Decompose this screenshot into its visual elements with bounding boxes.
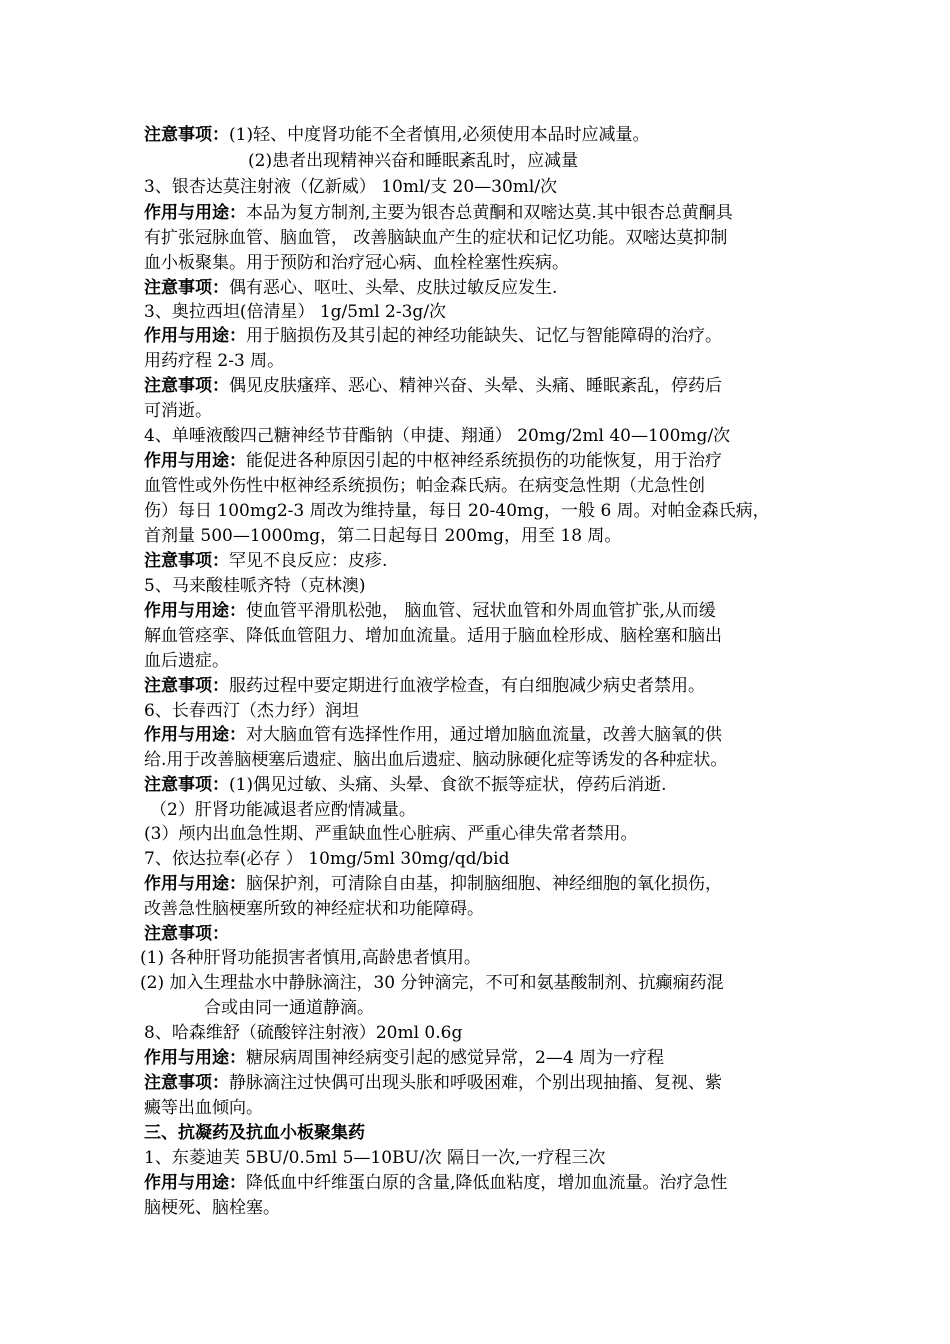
text-line	[144, 773, 666, 797]
drug-heading	[144, 1021, 462, 1045]
text-line	[144, 324, 722, 348]
line-text: 血管性或外伤性中枢神经系统损伤；帕金森氏病。在病变急性期（尤急性创	[144, 476, 705, 496]
text-line	[144, 399, 212, 423]
drug-heading	[144, 699, 359, 723]
text-line	[144, 276, 557, 300]
line-label: 作用与用途：	[144, 1173, 246, 1193]
line-text: 改善急性脑梗塞所致的神经症状和功能障碍。	[144, 899, 484, 919]
text-line	[144, 349, 284, 373]
drug-heading	[144, 300, 446, 324]
line-label: 注意事项：	[144, 924, 229, 944]
line-text: 可消逝。	[144, 401, 212, 421]
line-label: 注意事项：	[144, 775, 229, 795]
text-line	[144, 499, 770, 523]
text-line	[144, 624, 722, 648]
line-text: (3）颅内出血急性期、严重缺血性心脏病、严重心律失常者禁用。	[144, 824, 638, 844]
line-text: 7、依达拉奉(必存 ） 10mg/5ml 30mg/qd/bid	[144, 849, 510, 869]
line-text: 血小板聚集。用于预防和治疗冠心病、血栓栓塞性疾病。	[144, 253, 569, 273]
line-label: 作用与用途：	[144, 874, 246, 894]
text-line	[144, 524, 621, 548]
text-line	[144, 872, 722, 896]
line-text: 血后遗症。	[144, 651, 229, 671]
line-text: 8、哈森维舒（硫酸锌注射液）20ml 0.6g	[144, 1023, 463, 1043]
line-text: 解血管痉挛、降低血管阻力、增加血流量。适用于脑血栓形成、脑栓塞和脑出	[144, 626, 722, 646]
text-line	[144, 201, 733, 225]
text-line	[144, 674, 705, 698]
line-label: 注意事项：	[144, 278, 229, 298]
line-text: 1、东菱迪芙 5BU/0.5ml 5—10BU/次 隔日一次,一疗程三次	[144, 1148, 606, 1168]
line-text: 脑梗死、脑栓塞。	[144, 1198, 280, 1218]
text-line	[144, 549, 387, 573]
line-text: 用药疗程 2-3 周。	[144, 351, 285, 371]
line-text: 给.用于改善脑梗塞后遗症、脑出血后遗症、脑动脉硬化症等诱发的各种症状。	[144, 750, 728, 770]
line-text: 3、奥拉西坦(倍清星） 1g/5ml 2-3g/次	[144, 302, 447, 322]
line-label: 注意事项：	[144, 1073, 229, 1093]
line-text: 偶有恶心、呕吐、头晕、皮肤过敏反应发生.	[229, 278, 558, 298]
line-label: 作用与用途：	[144, 601, 246, 621]
text-line	[144, 599, 716, 623]
line-text: 癜等出血倾向。	[144, 1098, 263, 1118]
text-line	[144, 474, 705, 498]
text-line	[144, 748, 727, 772]
text-line	[150, 798, 416, 822]
line-text: (1)偶见过敏、头痛、头晕、食欲不振等症状，停药后消逝.	[229, 775, 667, 795]
text-line	[144, 723, 722, 747]
drug-heading	[144, 175, 557, 199]
line-text: 6、长春西汀（杰力纾）润坦	[144, 701, 359, 721]
line-text: 合或由同一通道静滴。	[204, 998, 374, 1018]
text-line	[140, 971, 724, 995]
text-line	[144, 123, 649, 147]
line-text: 糖尿病周围神经病变引起的感觉异常，2—4 周为一疗程	[246, 1048, 665, 1068]
text-line	[140, 946, 481, 970]
line-text: (2) 加入生理盐水中静脉滴注，30 分钟滴完，不可和氨基酸制剂、抗癫痫药混	[140, 973, 724, 993]
drug-heading	[144, 424, 730, 448]
line-text: 罕见不良反应：皮疹.	[229, 551, 388, 571]
line-label: 作用与用途：	[144, 326, 246, 346]
line-text: 本品为复方制剂,主要为银杏总黄酮和双嘧达莫.其中银杏总黄酮具	[246, 203, 733, 223]
line-text: 首剂量 500—1000mg，第二日起每日 200mg，用至 18 周。	[144, 526, 622, 546]
line-text: (1) 各种肝肾功能损害者慎用,高龄患者慎用。	[140, 948, 481, 968]
line-label: 注意事项：	[144, 376, 229, 396]
drug-heading	[144, 1146, 605, 1170]
line-text: 用于脑损伤及其引起的神经功能缺失、记忆与智能障碍的治疗。	[246, 326, 722, 346]
text-line	[144, 449, 722, 473]
text-line	[144, 374, 722, 398]
line-text: 3、银杏达莫注射液（亿新威） 10ml/支 20—30ml/次	[144, 177, 558, 197]
text-line	[144, 226, 727, 250]
text-line	[144, 1171, 727, 1195]
line-label: 三、抗凝药及抗血小板聚集药	[144, 1123, 365, 1143]
line-text: 静脉滴注过快偶可出现头胀和呼吸困难，个别出现抽搐、复视、紫	[229, 1073, 722, 1093]
line-text: 降低血中纤维蛋白原的含量,降低血粘度，增加血流量。治疗急性	[246, 1173, 728, 1193]
line-label: 作用与用途：	[144, 203, 246, 223]
line-text: 使血管平滑肌松弛， 脑血管、冠状血管和外周血管扩张,从而缓	[246, 601, 716, 621]
line-text: 偶见皮肤瘙痒、恶心、精神兴奋、头晕、头痛、睡眠紊乱，停药后	[229, 376, 722, 396]
line-label: 注意事项：	[144, 676, 229, 696]
line-label: 注意事项：	[144, 551, 229, 571]
line-text: (1)轻、中度肾功能不全者慎用,必须使用本品时应减量。	[229, 125, 650, 145]
line-text: 脑保护剂，可清除自由基，抑制脑细胞、神经细胞的氧化损伤，	[246, 874, 722, 894]
text-line	[144, 922, 229, 946]
text-line	[144, 1096, 263, 1120]
line-text: 对大脑血管有选择性作用，通过增加脑血流量，改善大脑氧的供	[246, 725, 722, 745]
line-label: 作用与用途：	[144, 451, 246, 471]
text-line	[144, 1071, 722, 1095]
line-text: 伤）每日 100mg2-3 周改为维持量，每日 20-40mg，一般 6 周。对帕金森氏病，	[144, 501, 770, 521]
line-text: 5、马来酸桂哌齐特（克林澳)	[144, 576, 366, 596]
text-line	[144, 251, 569, 275]
text-line	[144, 1046, 664, 1070]
text-line	[144, 822, 637, 846]
text-line	[144, 897, 484, 921]
line-label: 作用与用途：	[144, 725, 246, 745]
line-label: 作用与用途：	[144, 1048, 246, 1068]
section-heading	[144, 1121, 365, 1145]
text-line	[204, 996, 374, 1020]
line-text: （2）肝肾功能减退者应酌情减量。	[150, 800, 416, 820]
drug-heading	[144, 847, 509, 871]
line-text: (2)患者出现精神兴奋和睡眠紊乱时，应减量	[248, 151, 579, 171]
line-text: 服药过程中要定期进行血液学检查，有白细胞减少病史者禁用。	[229, 676, 705, 696]
text-line	[144, 649, 229, 673]
line-text: 能促进各种原因引起的中枢神经系统损伤的功能恢复，用于治疗	[246, 451, 722, 471]
text-line	[144, 1196, 280, 1220]
line-text: 有扩张冠脉血管、脑血管， 改善脑缺血产生的症状和记忆功能。双嘧达莫抑制	[144, 228, 728, 248]
drug-heading	[144, 574, 365, 598]
line-text: 4、单唾液酸四己糖神经节苷酯钠（申捷、翔通） 20mg/2ml 40—100mg/次	[144, 426, 731, 446]
line-label: 注意事项：	[144, 125, 229, 145]
text-line	[248, 149, 578, 173]
